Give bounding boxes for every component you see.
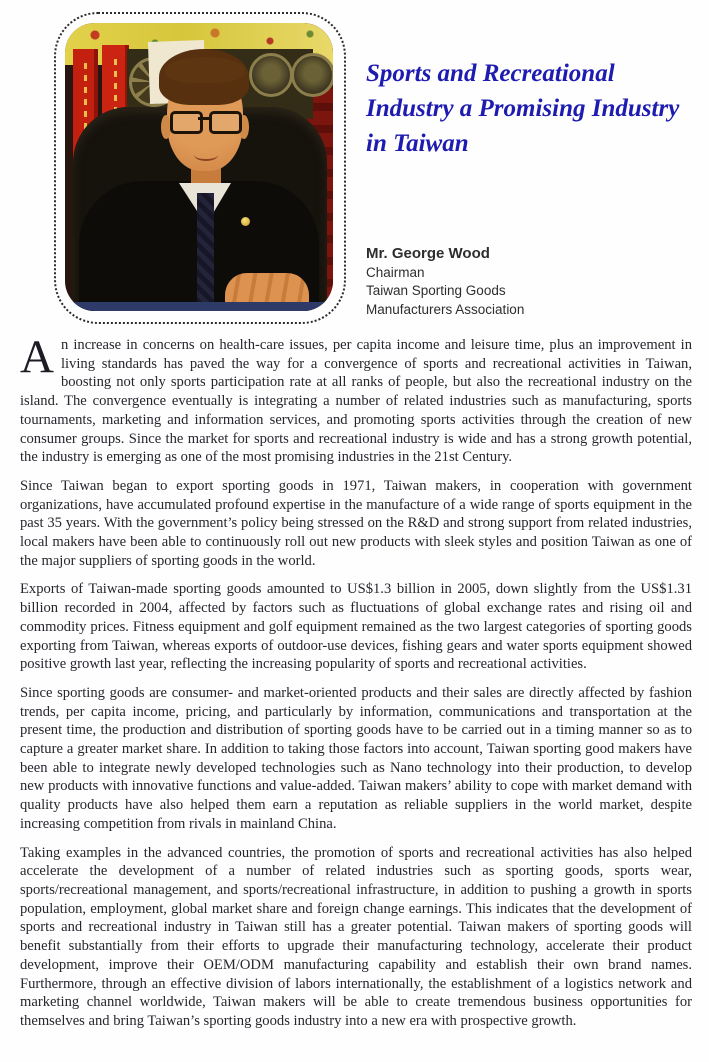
photo-clock [291, 53, 333, 97]
paragraph-4: Since sporting goods are consumer- and market-oriented products and their sales are directly affected by fashion trends, per capita income, pricing, and particularly by information, communications and transportation at the present time, the production and distribution of sporting goods have to be carried out in a timing manner so as to capture a greater market share. In addition to taking those factors into account, Taiwan sporting good makers have been able to integrate newly developed technologies such as Nano technology into their production, to develop new products with innovative functions and value-added. Taiwan makers’ ability to cope with market demand with quality products have also helped them earn a reputation as reliable suppliers in the world market, despite increasing competition from rivals in mainland China. [20, 684, 692, 832]
photo-tie [197, 193, 214, 311]
article-title-line-3: in Taiwan [366, 130, 469, 157]
article-body [0, 332, 709, 1031]
photo-glasses-left-lens [170, 111, 203, 134]
portrait-photo [65, 23, 333, 311]
paragraph-2: Since Taiwan began to export sporting goods in 1971, Taiwan makers, in cooperation with government organizations, have accumulated profound expertise in the manufacture of a wide range of sports equipment in the past 35 years. With the government’s policy being stressed on the R&D and strong support from related industries, local makers have been able to continuously roll out new products with sleek styles and position Taiwan as one of the major suppliers of sporting goods in the world. [20, 477, 692, 569]
photo-bottom-edge [65, 302, 333, 311]
article-title-line-1: Sports and Recreational [366, 60, 615, 87]
author-role: Chairman [366, 264, 425, 280]
photo-glasses-right-lens [209, 111, 242, 134]
paragraph-3: Exports of Taiwan-made sporting goods amounted to US$1.3 billion in 2005, down slightly from the US$1.31 billion recorded in 2004, affected by factors such as fluctuations of global exchange rates and rising oil and commodity prices. Fitness equipment and golf equipment remained as the two largest categories of sporting goods exporting from Taiwan, whereas exports of outdoor-use devices, fishing gears and water sports equipment showed positive growth last year, reflecting the increasing popularity of sports and recreational activities. [20, 581, 692, 673]
author-organization-line-1: Taiwan Sporting Goods [366, 283, 506, 298]
photo-lapel-pin [241, 217, 250, 226]
photo-hair-fringe [165, 57, 245, 83]
drop-cap: A [20, 331, 54, 383]
author-name: Mr. George Wood [366, 245, 490, 262]
photo-glasses-bridge [198, 117, 210, 120]
paragraph-1 [20, 331, 692, 467]
article-header [0, 0, 709, 332]
photo-clock [249, 53, 293, 97]
paragraph-5: Taking examples in the advanced countries, the promotion of sports and recreational activities has also helped accelerate the development of a number of related industries such as sporting goods, sports wear, sports/recreational management, and sports/recreational infrastructure, in addition to pushing a growth in sports population, employment, global market share and foreign change earnings. This indicates that the development of sports and recreational industry in Taiwan still has a greater potential. Taiwan makers of sporting goods will benefit substantially from their efforts to upgrade their manufacturing technology, accelerate their product development, improve their OEM/ODM manufacturing capability and establish their own brand names. Furthermore, through an effective division of labors internationally, the establishment of a logistics network and marketing channel worldwide, Taiwan makers will be able to create tremendous business opportunities for themselves and bring Taiwan’s sporting goods industry into a new era with prospective growth. [20, 844, 692, 1029]
author-organization-line-2: Manufacturers Association [366, 301, 525, 317]
portrait-photo-frame [54, 12, 346, 324]
paragraph-1-text: n increase in concerns on health-care issues, per capita income and leisure time, plus an improvement in living standards has paved the way for a convergence of sports and recreational activities in Taiwan, boosting not only sports participation rate at all ranks of people, but also the recreational industry on the island. The convergence eventually is integrating a number of related industries such as manufacturing, sports tournaments, marketing and information services, and promoting sports activities through the creation of new consumer groups. Since the market for sports and recreational industry is wide and has a strong growth potential, the industry is emerging as one of the most promising industries in the 21st Century. [20, 337, 692, 466]
article-title [366, 56, 701, 161]
article-title-line-2: Industry a Promising Industry [366, 95, 680, 122]
author-byline [366, 245, 666, 319]
photo-smile [194, 149, 218, 161]
